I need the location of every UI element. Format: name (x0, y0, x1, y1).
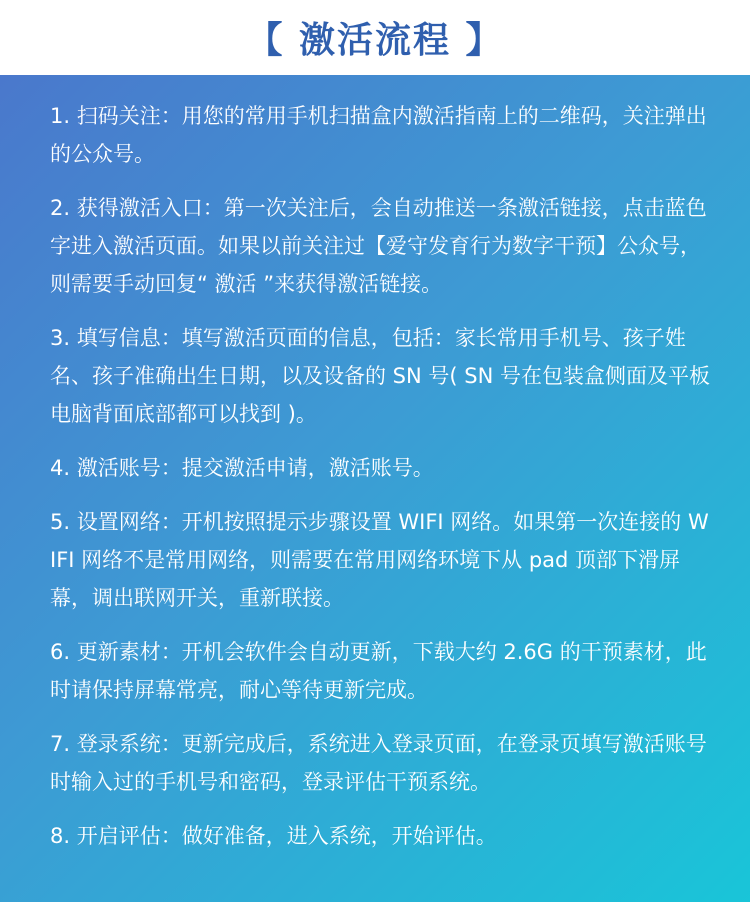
header (0, 0, 750, 75)
steps-list (50, 97, 710, 855)
steps-panel (0, 75, 750, 902)
step-7: 7. 登录系统：更新完成后，系统进入登录页面，在登录页填写激活账号时输入过的手机号和密码，登录评估干预系统。 (50, 732, 707, 794)
page-title: 【 激活流程 】 (246, 20, 504, 61)
step-5: 5. 设置网络：开机按照提示步骤设置 WIFI 网络。如果第一次连接的 WIFI 网络不是常用网络，则需要在常用网络环境下从 pad 顶部下滑屏幕，调出联网开关，重新联接。 (50, 510, 709, 610)
step-1: 1. 扫码关注：用您的常用手机扫描盒内激活指南上的二维码，关注弹出的公众号。 (50, 104, 707, 166)
step-8: 8. 开启评估：做好准备，进入系统，开始评估。 (50, 824, 497, 848)
step-4: 4. 激活账号：提交激活申请，激活账号。 (50, 456, 434, 480)
step-6: 6. 更新素材：开机会软件会自动更新，下载大约 2.6G 的干预素材，此时请保持屏幕常亮，耐心等待更新完成。 (50, 640, 707, 702)
step-2: 2. 获得激活入口：第一次关注后，会自动推送一条激活链接，点击蓝色字进入激活页面。如果以前关注过【爱守发育行为数字干预】公众号，则需要手动回复“ 激活 ”来获得激活链接。 (50, 196, 707, 296)
step-3: 3. 填写信息：填写激活页面的信息，包括：家长常用手机号、孩子姓名、孩子准确出生日期，以及设备的 SN 号( SN 号在包装盒侧面及平板电脑背面底部都可以找到 )。 (50, 326, 710, 426)
